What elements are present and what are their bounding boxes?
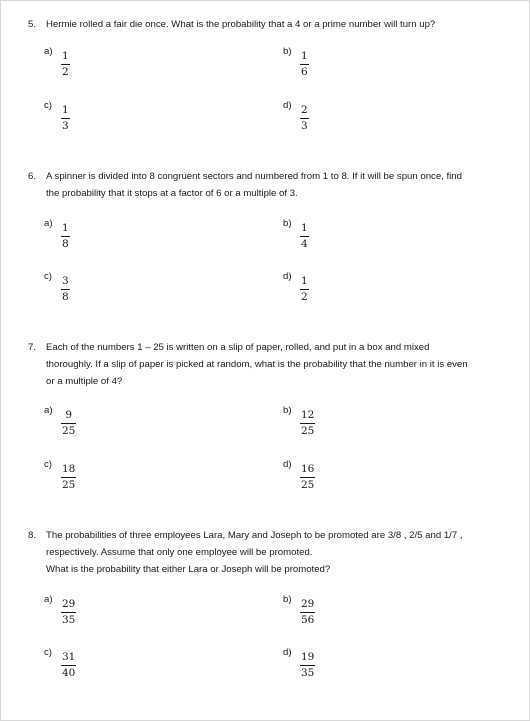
fraction bbox=[61, 464, 76, 491]
denominator: 2 bbox=[301, 291, 308, 303]
fraction-bar bbox=[61, 236, 70, 237]
fraction-bar bbox=[300, 289, 309, 290]
fraction bbox=[61, 223, 70, 250]
numerator: 1 bbox=[62, 50, 69, 62]
fraction bbox=[300, 276, 309, 303]
numerator: 1 bbox=[62, 104, 69, 116]
question-number: 6. bbox=[28, 171, 37, 182]
fraction bbox=[61, 276, 70, 303]
fraction-bar bbox=[300, 477, 315, 478]
option-letter: c) bbox=[44, 459, 52, 470]
option-letter: a) bbox=[44, 405, 53, 416]
fraction-bar bbox=[300, 665, 315, 666]
numerator: 29 bbox=[301, 598, 315, 610]
fraction bbox=[61, 410, 76, 437]
denominator: 35 bbox=[301, 667, 315, 679]
option-letter: c) bbox=[44, 100, 52, 111]
denominator: 3 bbox=[301, 120, 308, 132]
question-line: or a multiple of 4? bbox=[46, 376, 123, 387]
fraction-bar bbox=[61, 64, 70, 65]
numerator: 12 bbox=[301, 409, 315, 421]
numerator: 16 bbox=[301, 463, 315, 475]
fraction bbox=[300, 105, 309, 132]
fraction-bar bbox=[300, 236, 309, 237]
question-line: The probabilities of three employees Lara, Mary and Joseph to be promoted are 3/8 , 2/5 and 1/7 , bbox=[46, 530, 463, 541]
fraction-bar bbox=[300, 118, 309, 119]
numerator: 2 bbox=[301, 104, 308, 116]
numerator: 1 bbox=[301, 275, 308, 287]
fraction-bar bbox=[61, 477, 76, 478]
numerator: 18 bbox=[62, 463, 76, 475]
denominator: 25 bbox=[62, 479, 76, 491]
option-letter: a) bbox=[44, 594, 53, 605]
numerator: 1 bbox=[301, 50, 308, 62]
fraction-bar bbox=[61, 612, 76, 613]
question-line: Each of the numbers 1 – 25 is written on a slip of paper, rolled, and put in a box and mixed bbox=[46, 342, 430, 353]
question-text bbox=[46, 168, 516, 202]
option-letter: c) bbox=[44, 647, 52, 658]
denominator: 56 bbox=[301, 614, 315, 626]
option-letter: c) bbox=[44, 271, 52, 282]
option-letter: a) bbox=[44, 218, 53, 229]
question-number: 7. bbox=[28, 342, 37, 353]
numerator: 9 bbox=[65, 409, 73, 421]
denominator: 40 bbox=[62, 667, 76, 679]
question-line: What is the probability that either Lara or Joseph will be promoted? bbox=[46, 564, 331, 575]
denominator: 8 bbox=[62, 238, 69, 250]
fraction bbox=[300, 410, 315, 437]
denominator: 25 bbox=[301, 425, 315, 437]
numerator: 19 bbox=[301, 651, 315, 663]
fraction bbox=[300, 223, 309, 250]
question-line: respectively. Assume that only one employee will be promoted. bbox=[46, 547, 313, 558]
option-letter: d) bbox=[283, 459, 292, 470]
denominator: 35 bbox=[62, 614, 76, 626]
fraction-bar bbox=[300, 423, 315, 424]
option-letter: d) bbox=[283, 100, 292, 111]
denominator: 3 bbox=[62, 120, 69, 132]
fraction-bar bbox=[300, 612, 315, 613]
fraction bbox=[300, 652, 315, 679]
denominator: 6 bbox=[301, 66, 308, 78]
option-letter: b) bbox=[283, 218, 292, 229]
numerator: 1 bbox=[301, 222, 308, 234]
question-line: the probability that it stops at a factor of 6 or a multiple of 3. bbox=[46, 188, 298, 199]
fraction-bar bbox=[61, 118, 70, 119]
question-text bbox=[46, 527, 516, 578]
fraction bbox=[300, 464, 315, 491]
fraction bbox=[61, 652, 76, 679]
fraction-bar bbox=[61, 423, 76, 424]
question-text bbox=[46, 16, 516, 33]
question-number: 5. bbox=[28, 19, 37, 30]
option-letter: a) bbox=[44, 46, 53, 57]
question-line: Hermie rolled a fair die once. What is the probability that a 4 or a prime number will turn up? bbox=[46, 19, 436, 30]
fraction-bar bbox=[300, 64, 309, 65]
option-letter: d) bbox=[283, 271, 292, 282]
question-text bbox=[46, 339, 516, 390]
denominator: 2 bbox=[62, 66, 69, 78]
fraction bbox=[300, 599, 315, 626]
fraction-bar bbox=[61, 289, 70, 290]
numerator: 29 bbox=[62, 598, 76, 610]
option-letter: b) bbox=[283, 594, 292, 605]
numerator: 1 bbox=[62, 222, 69, 234]
option-letter: b) bbox=[283, 405, 292, 416]
question-line: thoroughly. If a slip of paper is picked at random, what is the probability that the number in it is even bbox=[46, 359, 468, 370]
denominator: 25 bbox=[62, 425, 76, 437]
fraction-bar bbox=[61, 665, 76, 666]
fraction bbox=[61, 599, 76, 626]
option-letter: d) bbox=[283, 647, 292, 658]
denominator: 8 bbox=[62, 291, 69, 303]
question-number: 8. bbox=[28, 530, 37, 541]
numerator: 31 bbox=[62, 651, 76, 663]
fraction bbox=[61, 105, 70, 132]
denominator: 25 bbox=[301, 479, 315, 491]
denominator: 4 bbox=[301, 238, 308, 250]
question-line: A spinner is divided into 8 congruent sectors and numbered from 1 to 8. If it will be spun once, find bbox=[46, 171, 462, 182]
fraction bbox=[61, 51, 70, 78]
numerator: 3 bbox=[62, 275, 69, 287]
fraction bbox=[300, 51, 309, 78]
option-letter: b) bbox=[283, 46, 292, 57]
